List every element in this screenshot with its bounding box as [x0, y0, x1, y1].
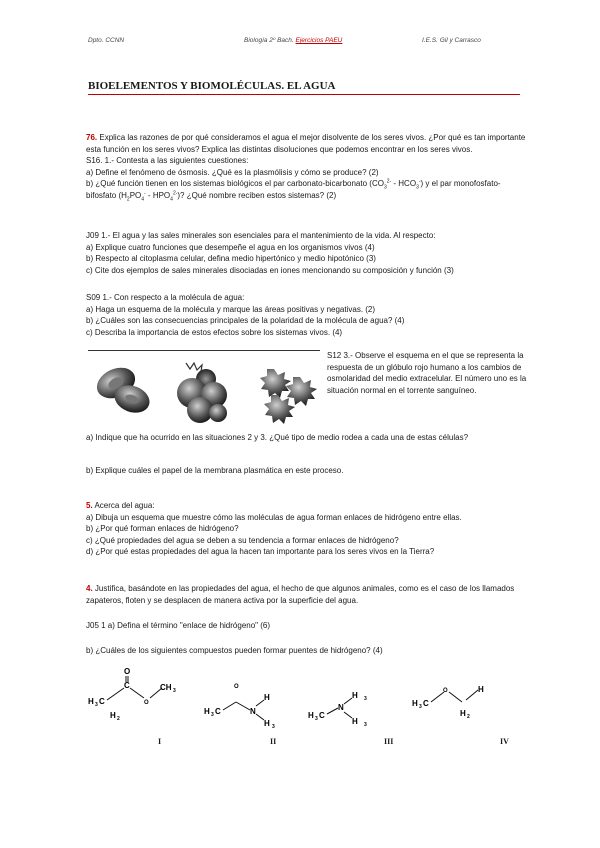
chemical-structures	[86, 660, 526, 760]
question-76	[86, 132, 526, 202]
svg-text:H: H	[352, 691, 358, 700]
s12-question-a: a) Indique que ha ocurrido en las situaciones 2 y 3. ¿Qué tipo de medio rodea a cada una de estas células?	[86, 433, 469, 442]
question-4-text: Justifica, basándote en las propiedades del agua, el hecho de que algunos animales, como es el caso de los llamados zapateros, floten y se desplacen de manera activa por la superficie del agua.	[86, 584, 515, 605]
question-76-text: Explica las razones de por qué consideramos el agua el mejor disolvente de los seres vivos. ¿Por qué es tan importante esta función en los seres vivos? Explica las distintas disoluciones que podemos encontrar en los seres vivos.	[86, 133, 526, 154]
j05-b: b) ¿Cuáles de los siguientes compuestos pueden formar puentes de hidrógeno? (4)	[86, 646, 383, 655]
svg-text:3: 3	[211, 712, 214, 718]
label-compound-1: I	[158, 737, 162, 746]
question-5-heading: Acerca del agua:	[94, 501, 155, 510]
q5-a: a) Dibuja un esquema que muestre cómo las moléculas de agua forman enlaces de hidrógeno entre ellas.	[86, 512, 462, 522]
svg-text:3: 3	[272, 724, 275, 730]
svg-text:H: H	[204, 707, 210, 716]
svg-text:3: 3	[95, 702, 98, 708]
svg-text:H: H	[264, 693, 270, 702]
svg-text:O: O	[234, 684, 239, 690]
header-exercises-link[interactable]: Ejercicios PAEU	[295, 37, 343, 44]
svg-text:N: N	[250, 707, 256, 716]
compound-2	[204, 684, 275, 730]
q5-b: b) ¿Por qué forman enlaces de hidrógeno?	[86, 524, 239, 534]
question-5-number: 5.	[86, 501, 93, 510]
svg-text:3: 3	[173, 688, 176, 694]
svg-text:C: C	[215, 707, 221, 716]
compound-1	[88, 667, 176, 722]
svg-text:O: O	[443, 688, 448, 694]
question-4-number: 4.	[86, 584, 93, 593]
q5-c: c) ¿Qué propiedades del agua se deben a su tendencia a formar enlaces de hidrógeno?	[86, 535, 399, 545]
header-school: I.E.S. Gil y Carrasco	[422, 37, 481, 44]
label-compound-3: III	[384, 737, 394, 746]
j09-heading: J09 1.- El agua y las sales minerales son esenciales para el mantenimiento de la vida. Al respecto:	[86, 231, 436, 240]
question-5	[86, 500, 526, 558]
s16-a: a) Define el fenómeno de ósmosis. ¿Qué es la plasmólisis y cómo se produce? (2)	[86, 167, 379, 177]
j09-a: a) Explique cuatro funciones que desempeñe el agua en los organismos vivos (4)	[86, 242, 375, 252]
s12-question-b: b) Explique cuáles el papel de la membrana plasmática en este proceso.	[86, 466, 344, 475]
s09-heading: S09 1.- Con respecto a la molécula de agua:	[86, 293, 245, 302]
header-department: Dpto. CCNN	[88, 37, 125, 44]
svg-text:3: 3	[364, 722, 367, 728]
question-4	[86, 583, 526, 606]
svg-text:H: H	[460, 709, 466, 718]
compound-4	[412, 685, 484, 720]
svg-text:N: N	[338, 703, 344, 712]
compound-3	[308, 691, 367, 728]
svg-text:H: H	[264, 719, 270, 728]
j09-c: c) Cite dos ejemplos de sales minerales disociadas en iones mencionando su composición y función (3)	[86, 265, 454, 275]
red-blood-cell-figure	[88, 355, 328, 425]
svg-text:H: H	[412, 699, 418, 708]
svg-text:O: O	[124, 667, 131, 676]
label-compound-4: IV	[500, 737, 509, 746]
svg-text:3: 3	[419, 704, 422, 710]
j09-b: b) Respecto al citoplasma celular, defina medio hipertónico y medio hipotónico (3)	[86, 254, 376, 264]
svg-text:2: 2	[117, 716, 120, 722]
svg-text:3: 3	[315, 716, 318, 722]
header-course-text: Biología 2º Bach.	[244, 37, 294, 44]
j05-a: J05 1 a) Defina el término "enlace de hidrógeno" (6)	[86, 621, 271, 630]
svg-text:C: C	[319, 711, 325, 720]
s09-a: a) Haga un esquema de la molécula y marque las áreas positivas y negativas. (2)	[86, 304, 376, 314]
svg-text:H: H	[478, 685, 484, 694]
svg-text:3: 3	[364, 696, 367, 702]
svg-text:CH: CH	[160, 683, 172, 692]
label-compound-2: II	[270, 737, 277, 746]
normal-cell-icon	[92, 362, 153, 418]
page-title: BIOELEMENTOS Y BIOMOLÉCULAS. EL AGUA	[88, 80, 520, 95]
question-s09	[86, 292, 526, 338]
svg-text:C: C	[423, 699, 429, 708]
svg-text:C: C	[99, 697, 105, 706]
svg-text:H: H	[88, 697, 94, 706]
q5-d: d) ¿Por qué estas propiedades del agua la hacen tan importante para los seres vivos en la Tierra?	[86, 547, 435, 557]
s09-c: c) Describa la importancia de estos efectos sobre los sistemas vivos. (4)	[86, 327, 343, 337]
swollen-cell-icon	[177, 363, 227, 423]
s12-statement: S12 3.- Observe el esquema en el que se representa la respuesta de un glóbulo rojo humano a los cambios de osmolaridad del medio extracelular. El número uno es la situación normal en el torrente sanguíneo.	[327, 351, 527, 395]
svg-text:2: 2	[467, 714, 470, 720]
s09-b: b) ¿Cuáles son las consecuencias principales de la polaridad de la molécula de agua? (4)	[86, 316, 405, 326]
svg-text:O: O	[144, 700, 149, 706]
s16-b: b) ¿Qué función tienen en los sistemas biológicos el par carbonato-bicarbonato $(CO_3^{2-} - HCO_3^-)$ y el par monofosfato-bifosfato $(H_2PO_4^- - HPO_4^{2-})$? ¿Qué nombre reciben estos sistemas? (2)	[86, 178, 501, 203]
header-course	[244, 37, 342, 44]
question-76-number: 76.	[86, 133, 98, 142]
s16-heading: S16. 1.- Contesta a las siguientes cuestiones:	[86, 156, 249, 166]
svg-text:H: H	[308, 711, 314, 720]
svg-text:H: H	[110, 711, 116, 720]
crenated-cell-icon	[260, 369, 317, 424]
divider	[88, 350, 320, 351]
svg-text:H: H	[352, 717, 358, 726]
question-j09	[86, 230, 526, 276]
svg-text:C: C	[124, 681, 130, 690]
